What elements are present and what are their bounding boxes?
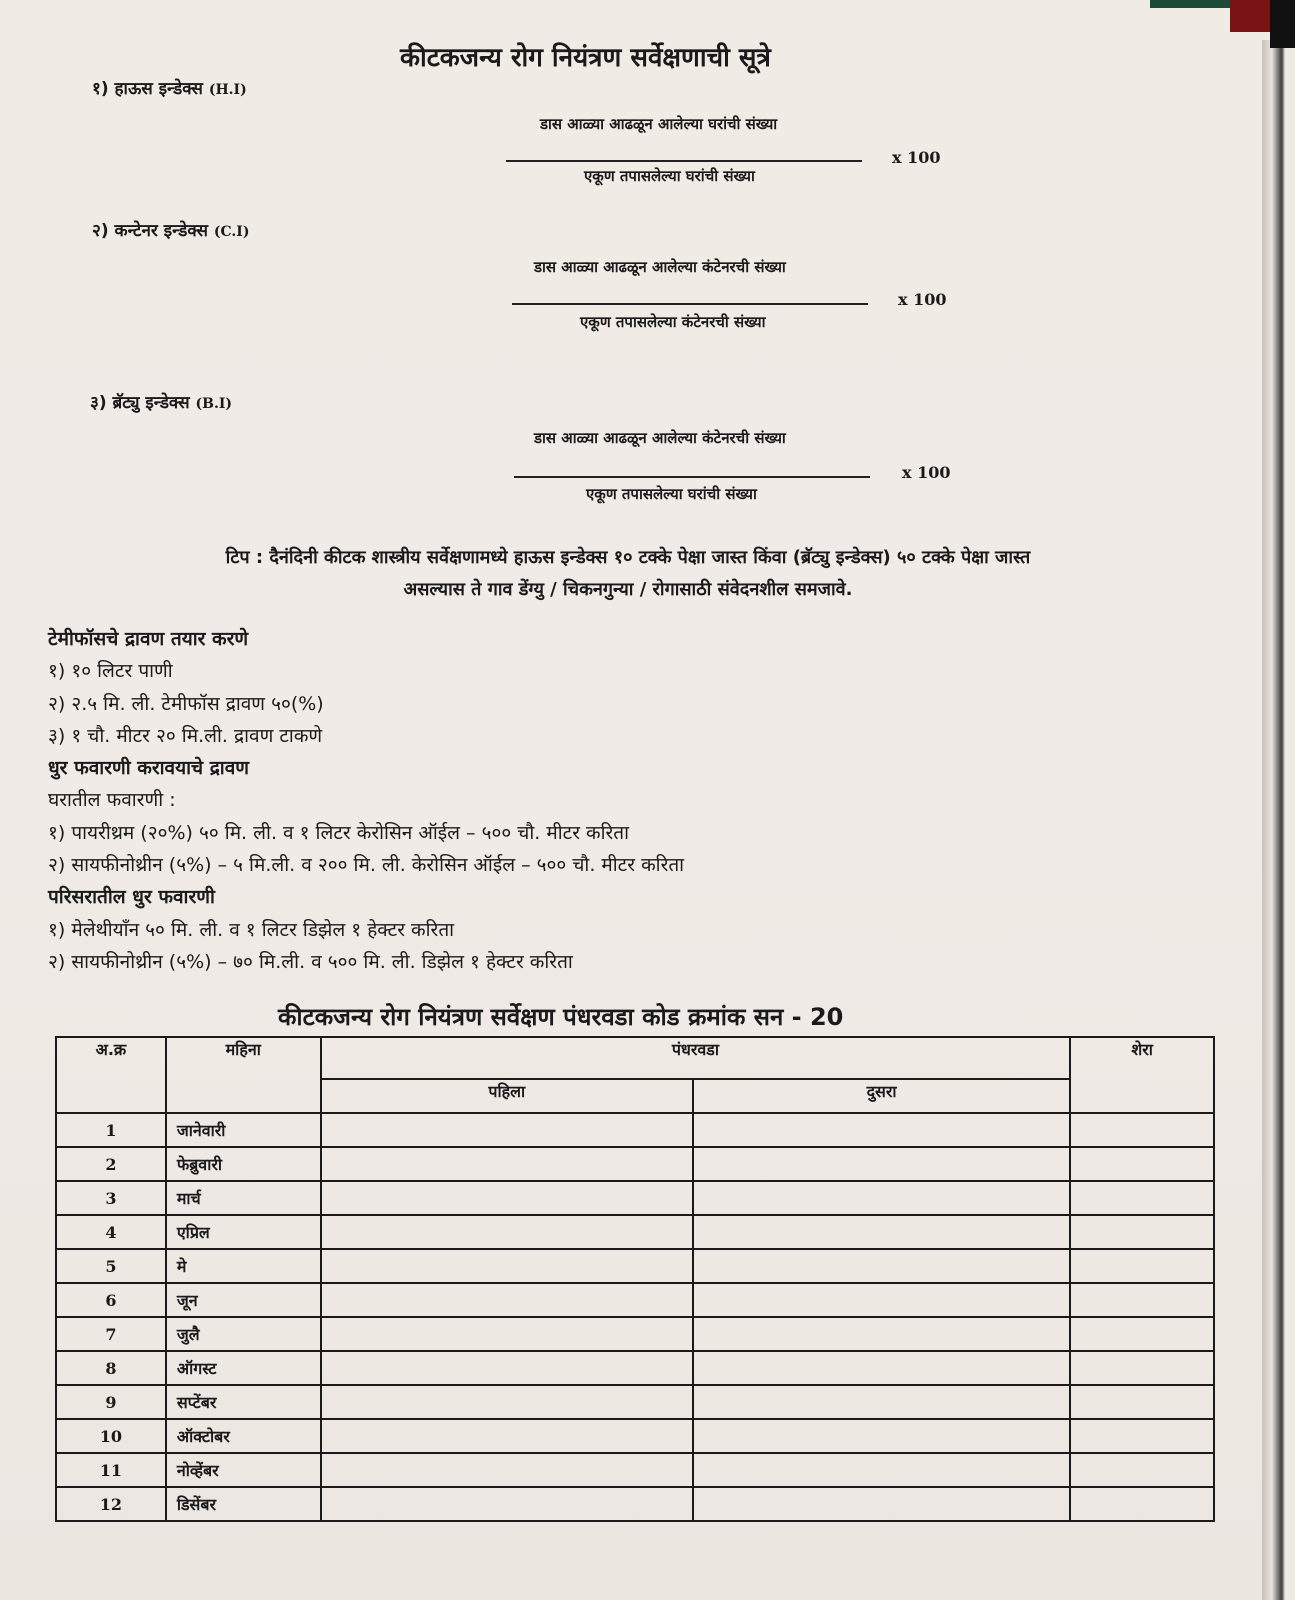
month-cell: मार्च [166,1181,321,1215]
solution-instructions [48,623,684,978]
first-fortnight-cell[interactable] [321,1453,693,1487]
remarks-cell[interactable] [1070,1487,1214,1521]
background-dark [1270,0,1295,48]
list-item: १) पायरीथ्रम (२०%) ५० मि. ली. व १ लिटर केरोसिन ऑईल – ५०० चौ. मीटर करिता [48,821,630,844]
sr-no-cell: 8 [56,1351,166,1385]
list-item: १) मेलेथीयाँन ५० मि. ली. व १ लिटर डिझेल १ हेक्टर करिता [48,918,455,941]
breteau-index-multiplier: x 100 [902,463,951,482]
month-cell: ऑक्टोबर [166,1419,321,1453]
remarks-cell[interactable] [1070,1249,1214,1283]
table-row [56,1351,1214,1385]
breteau-index-denominator: एकूण तपासलेल्या घरांची संख्या [586,485,757,503]
house-index-label [92,76,247,99]
container-index-denominator: एकूण तपासलेल्या कंटेनरची संख्या [580,313,766,331]
fogging-heading: धुर फवारणी करावयाचे द्रावण [48,757,250,780]
first-fortnight-cell[interactable] [321,1487,693,1521]
month-cell: जून [166,1283,321,1317]
table-row [56,1487,1214,1521]
background-cover-red [1230,0,1270,32]
first-fortnight-cell[interactable] [321,1113,693,1147]
fortnight-code-table [55,1036,1215,1522]
indoor-fogging-heading: घरातील फवारणी : [48,789,176,812]
index-abbr: (B.I) [195,396,233,412]
header-month: महिना [166,1037,321,1113]
second-fortnight-cell[interactable] [693,1283,1070,1317]
header-second: दुसरा [693,1079,1070,1113]
list-item: २) सायफीनोथ्रीन (५%) – ५ मि.ली. व २०० मि. ली. केरोसिन ऑईल – ५०० चौ. मीटर करिता [48,854,685,877]
second-fortnight-cell[interactable] [693,1385,1070,1419]
remarks-cell[interactable] [1070,1385,1214,1419]
first-fortnight-cell[interactable] [321,1317,693,1351]
second-fortnight-cell[interactable] [693,1181,1070,1215]
background-cover-green [1150,0,1235,8]
index-abbr: (C.I) [213,224,250,240]
month-cell: जुलै [166,1317,321,1351]
house-index-multiplier: x 100 [892,148,941,167]
sr-no-cell: 12 [56,1487,166,1521]
page-edge [1262,40,1295,1600]
header-remarks: शेरा [1070,1037,1214,1113]
remarks-cell[interactable] [1070,1147,1214,1181]
sr-no-cell: 10 [56,1419,166,1453]
container-index-numerator: डास आळ्या आढळून आलेल्या कंटेनरची संख्या [534,258,786,276]
index-name: १) हाऊस इन्डेक्स [92,79,203,99]
index-name: ३) ब्रॅट्यु इन्डेक्स [90,393,190,413]
second-fortnight-cell[interactable] [693,1113,1070,1147]
tip-line-1: टिप : दैनंदिनी कीटक शास्त्रीय सर्वेक्षणामध्ये हाऊस इन्डेक्स १० टक्के पेक्षा जास्त किंवा (ब्रॅट्यु इन्डेक्स) ५० टक्के पेक्षा जास्त [225,547,1031,568]
breteau-index-label [90,390,232,413]
first-fortnight-cell[interactable] [321,1419,693,1453]
table-row [56,1385,1214,1419]
month-cell: जानेवारी [166,1113,321,1147]
sr-no-cell: 1 [56,1113,166,1147]
remarks-cell[interactable] [1070,1181,1214,1215]
sr-no-cell: 7 [56,1317,166,1351]
list-item: २) २.५ मि. ली. टेमीफॉस द्रावण ५०(%) [48,692,324,715]
temephos-heading: टेमीफॉसचे द्रावण तयार करणे [48,628,249,650]
sr-no-cell: 6 [56,1283,166,1317]
first-fortnight-cell[interactable] [321,1215,693,1249]
first-fortnight-cell[interactable] [321,1385,693,1419]
remarks-cell[interactable] [1070,1351,1214,1385]
first-fortnight-cell[interactable] [321,1181,693,1215]
month-cell: ऑगस्ट [166,1351,321,1385]
sr-no-cell: 4 [56,1215,166,1249]
first-fortnight-cell[interactable] [321,1147,693,1181]
table-row [56,1113,1214,1147]
list-item: १) १० लिटर पाणी [48,660,173,683]
second-fortnight-cell[interactable] [693,1249,1070,1283]
house-index-denominator: एकूण तपासलेल्या घरांची संख्या [584,167,755,185]
second-fortnight-cell[interactable] [693,1317,1070,1351]
header-first: पहिला [321,1079,693,1113]
table-row [56,1249,1214,1283]
remarks-cell[interactable] [1070,1453,1214,1487]
second-fortnight-cell[interactable] [693,1487,1070,1521]
header-fortnight: पंधरवडा [321,1037,1071,1079]
month-cell: एप्रिल [166,1215,321,1249]
container-index-multiplier: x 100 [898,290,947,309]
sr-no-cell: 11 [56,1453,166,1487]
month-cell: डिसेंबर [166,1487,321,1521]
table-row [56,1147,1214,1181]
index-abbr: (H.I) [208,82,247,98]
table-row [56,1215,1214,1249]
page-title: कीटकजन्य रोग नियंत्रण सर्वेक्षणाची सूत्रे [400,43,771,73]
list-item: ३) १ चौ. मीटर २० मि.ली. द्रावण टाकणे [48,724,323,747]
list-item: २) सायफीनोथ्रीन (५%) – ७० मि.ली. व ५०० मि. ली. डिझेल १ हेक्टर करिता [48,950,573,973]
container-index-label [92,218,249,241]
fraction-line [512,303,868,305]
second-fortnight-cell[interactable] [693,1419,1070,1453]
second-fortnight-cell[interactable] [693,1215,1070,1249]
tip-line-2: असल्यास ते गाव डेंग्यु / चिकनगुन्या / रोगासाठी संवेदनशील समजावे. [403,579,853,600]
remarks-cell[interactable] [1070,1113,1214,1147]
index-name: २) कन्टेनर इन्डेक्स [92,221,208,241]
first-fortnight-cell[interactable] [321,1351,693,1385]
remarks-cell[interactable] [1070,1317,1214,1351]
house-index-numerator: डास आळ्या आढळून आलेल्या घरांची संख्या [540,115,778,133]
table-row [56,1453,1214,1487]
fraction-line [506,160,862,162]
second-fortnight-cell[interactable] [693,1453,1070,1487]
header-sr-no: अ.क्र [56,1037,166,1113]
remarks-cell[interactable] [1070,1215,1214,1249]
tip-note [88,542,1168,606]
remarks-cell[interactable] [1070,1419,1214,1453]
remarks-cell[interactable] [1070,1283,1214,1317]
month-cell: सप्टेंबर [166,1385,321,1419]
fraction-line [514,476,870,478]
table-row [56,1181,1214,1215]
first-fortnight-cell[interactable] [321,1249,693,1283]
fortnight-table-title: कीटकजन्य रोग नियंत्रण सर्वेक्षण पंधरवडा कोड क्रमांक सन - 20 [278,1003,844,1031]
table-row [56,1283,1214,1317]
sr-no-cell: 3 [56,1181,166,1215]
sr-no-cell: 2 [56,1147,166,1181]
outdoor-fogging-heading: परिसरातील धुर फवारणी [48,886,215,909]
first-fortnight-cell[interactable] [321,1283,693,1317]
month-cell: मे [166,1249,321,1283]
table-row [56,1317,1214,1351]
month-cell: फेब्रुवारी [166,1147,321,1181]
month-cell: नोव्हेंबर [166,1453,321,1487]
table-row [56,1419,1214,1453]
sr-no-cell: 5 [56,1249,166,1283]
second-fortnight-cell[interactable] [693,1147,1070,1181]
second-fortnight-cell[interactable] [693,1351,1070,1385]
breteau-index-numerator: डास आळ्या आढळून आलेल्या कंटेनरची संख्या [534,429,786,447]
sr-no-cell: 9 [56,1385,166,1419]
